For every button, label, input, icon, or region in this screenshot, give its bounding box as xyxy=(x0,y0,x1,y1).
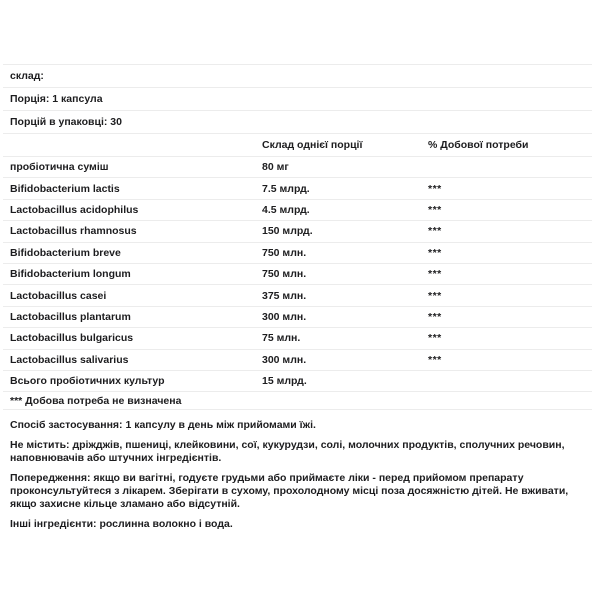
ingredient-name: Всього пробіотичних культур xyxy=(10,375,165,388)
ingredient-dv: *** xyxy=(428,182,442,195)
ingredient-dv: *** xyxy=(428,246,442,259)
table-row xyxy=(3,264,592,285)
ingredient-name: Lactobacillus plantarum xyxy=(10,310,131,323)
ingredient-amount: 150 млрд. xyxy=(262,225,313,238)
table-row xyxy=(3,157,592,178)
ingredient-name: Bifidobacterium breve xyxy=(10,246,121,259)
serving-size-label: Порція: 1 капсула xyxy=(10,93,103,105)
ingredient-amount: 750 млн. xyxy=(262,268,307,281)
warnings-text: Попередження: якщо ви вагітні, годуєте грудьми або приймаєте ліки - перед прийомом препарату проконсультуйтеся з лікарем. Зберігати в сухому, прохолодному місці поза досяжністю дітей. Не вживати, якщо захисне кільце зламано або відсутній. xyxy=(10,471,569,510)
ingredient-name: Lactobacillus bulgaricus xyxy=(10,332,134,345)
ingredient-name: Lactobacillus casei xyxy=(10,289,107,302)
directions-text: Спосіб застосування: 1 капсулу в день між прийомами їжі. xyxy=(10,418,316,431)
details-section xyxy=(0,410,600,531)
ingredient-dv: *** xyxy=(428,268,442,281)
table-header-row xyxy=(3,134,592,157)
ingredient-amount: 7.5 млрд. xyxy=(262,182,310,195)
table-row xyxy=(3,200,592,221)
ingredient-dv: *** xyxy=(428,353,442,366)
table-row xyxy=(3,243,592,264)
ingredient-name: Bifidobacterium longum xyxy=(10,268,131,281)
ingredient-name: Lactobacillus acidophilus xyxy=(10,203,139,216)
other-ingredients-text: Інші інгредієнти: рослинна волокно і вода. xyxy=(10,517,233,530)
ingredient-amount: 300 млн. xyxy=(262,310,307,323)
table-row xyxy=(3,328,592,349)
ingredient-amount: 75 млн. xyxy=(262,332,301,345)
ingredient-dv: *** xyxy=(428,332,442,345)
ingredient-name: Bifidobacterium lactis xyxy=(10,182,120,195)
ingredient-dv: *** xyxy=(428,203,442,216)
serving-size-row xyxy=(3,88,592,111)
header-dv-col: % Добової потреби xyxy=(428,139,529,151)
dv-footnote-row xyxy=(3,392,592,410)
dv-footnote: *** Добова потреба не визначена xyxy=(10,394,182,407)
ingredient-amount: 375 млн. xyxy=(262,289,307,302)
table-row xyxy=(3,307,592,328)
table-row xyxy=(3,221,592,242)
ingredient-name: Lactobacillus salivarius xyxy=(10,353,129,366)
ingredient-dv: *** xyxy=(428,310,442,323)
composition-label: склад: xyxy=(10,70,44,82)
servings-per-container-label: Порцій в упаковці: 30 xyxy=(10,116,122,128)
ingredient-amount: 750 млн. xyxy=(262,246,307,259)
ingredient-amount: 80 мг xyxy=(262,161,289,174)
table-row xyxy=(3,371,592,392)
ingredient-dv: *** xyxy=(428,225,442,238)
header-amount-col: Склад однієї порції xyxy=(262,139,363,151)
ingredient-amount: 15 млрд. xyxy=(262,375,307,388)
table-row xyxy=(3,285,592,306)
ingredient-amount: 4.5 млрд. xyxy=(262,203,310,216)
free-of-text: Не містить: дріжджів, пшениці, клейковини, сої, кукурудзи, солі, молочних продуктів, сполучних речовин, наповнювачів або штучних інгредієнтів. xyxy=(10,438,565,464)
ingredient-name: пробіотична суміш xyxy=(10,161,109,174)
ingredient-amount: 300 млн. xyxy=(262,353,307,366)
table-row xyxy=(3,178,592,199)
servings-per-container-row xyxy=(3,111,592,134)
ingredient-name: Lactobacillus rhamnosus xyxy=(10,225,137,238)
composition-row xyxy=(3,65,592,88)
ingredient-dv: *** xyxy=(428,289,442,302)
table-row xyxy=(3,350,592,371)
supplement-facts-panel xyxy=(3,64,592,410)
